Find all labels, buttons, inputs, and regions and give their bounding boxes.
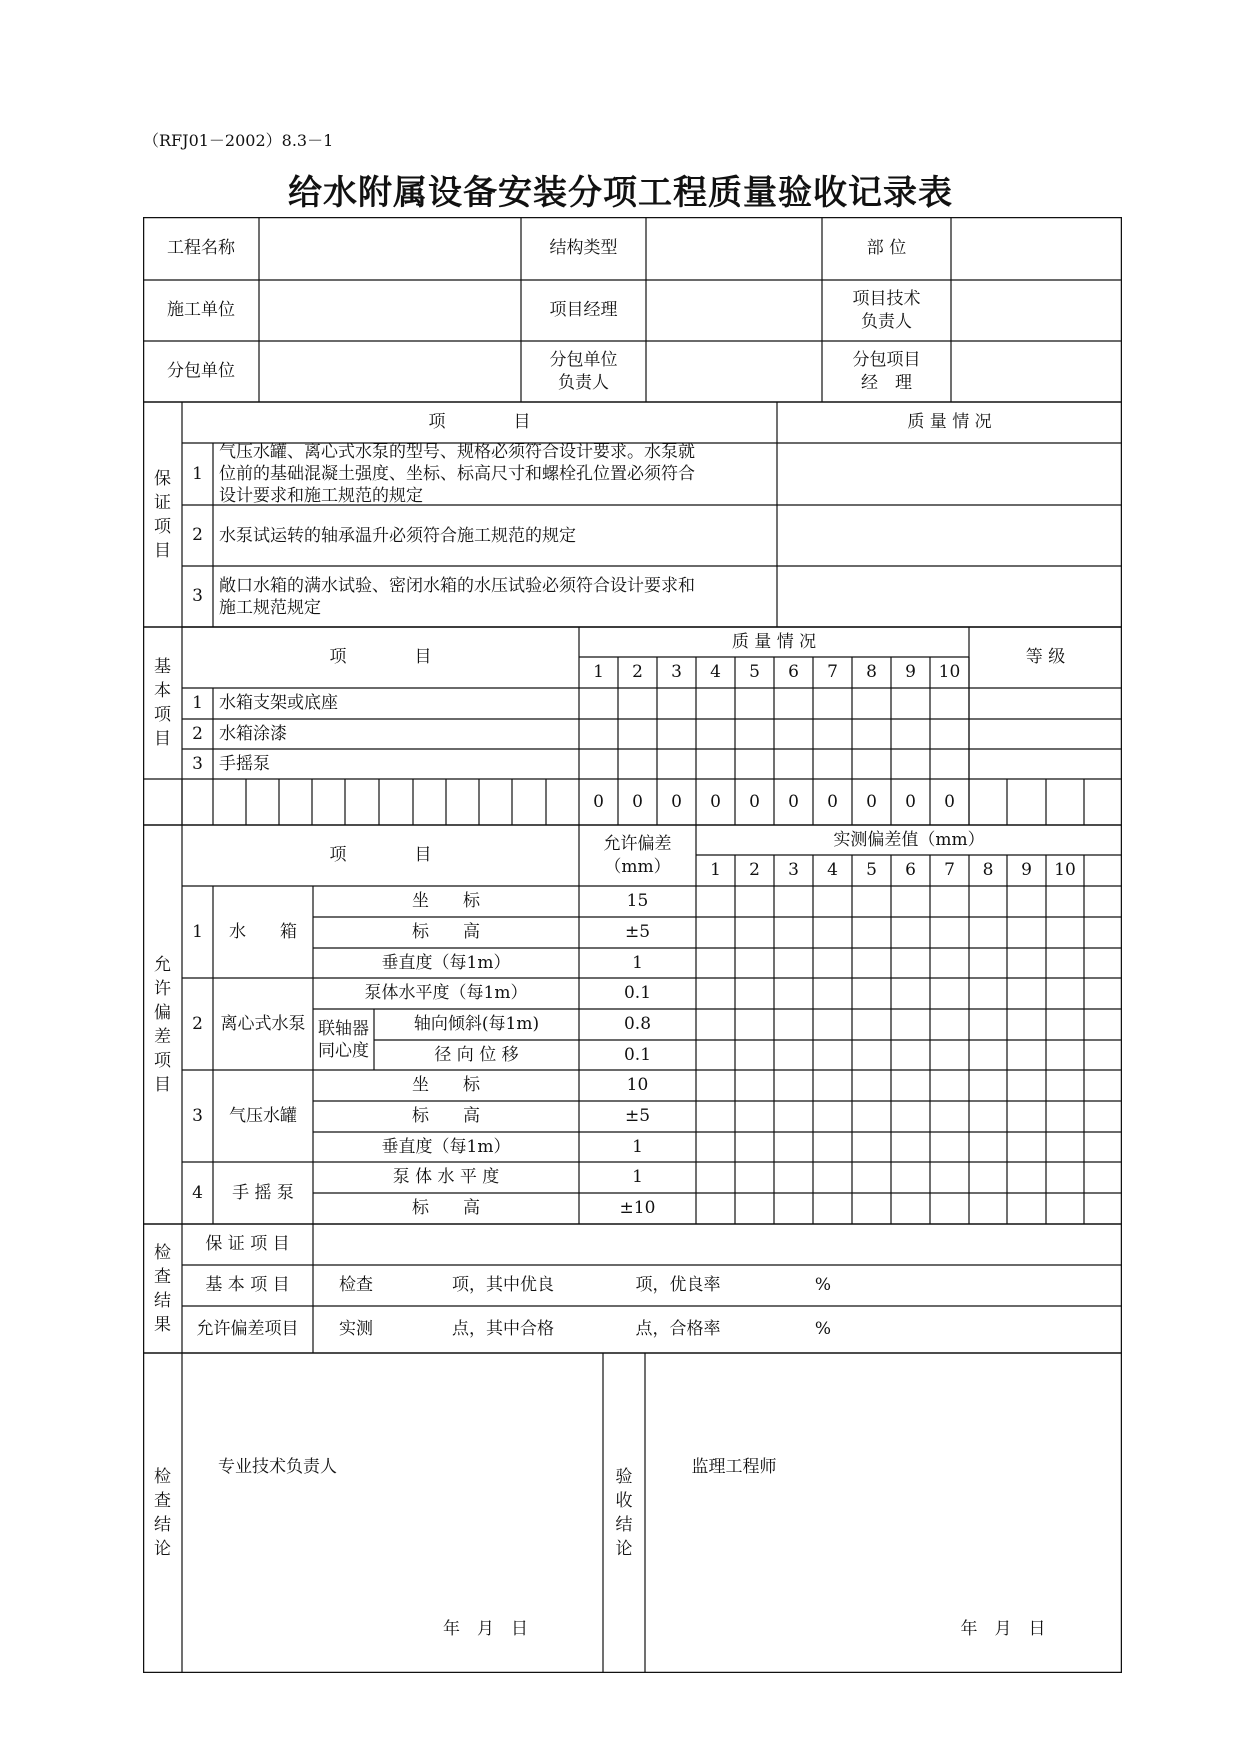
page-title: 给水附属设备安装分项工程质量验收记录表	[288, 173, 953, 213]
basic-item-no: 1	[192, 693, 203, 713]
tolerance-row-value: ±5	[624, 922, 651, 942]
col-tolerance-allow: 允许偏差 （mm）	[603, 833, 672, 877]
col-basic-quality: 质 量 情 况	[731, 631, 817, 652]
tolerance-group-name: 手 摇 泵	[232, 1182, 294, 1203]
guarantee-item-no: 1	[192, 463, 203, 484]
basic-col-number: 2	[632, 662, 643, 682]
check-date-label: 年 月 日	[443, 1619, 528, 1639]
check-signer-label: 专业技术负责人	[218, 1456, 337, 1477]
result-tolerance-percent: %	[814, 1319, 832, 1339]
basic-col-number: 10	[938, 662, 961, 682]
section-result: 检 查 结 果	[154, 1242, 171, 1335]
tolerance-col-number: 8	[982, 860, 994, 880]
basic-item-text: 水箱支架或底座	[219, 693, 338, 713]
col-tolerance-item: 项 目	[329, 845, 432, 865]
label-sub-manager: 分包项目 经 理	[852, 349, 921, 393]
tolerance-row-label: 标 高	[412, 1198, 480, 1218]
tolerance-row-label: 泵体水平度（每1m）	[364, 983, 528, 1003]
tolerance-col-number: 2	[749, 860, 760, 880]
tolerance-group-no: 4	[192, 1182, 203, 1203]
section-check-conclusion: 检 查 结 论	[154, 1467, 171, 1559]
tolerance-sub-label: 联轴器 同心度	[318, 1018, 369, 1061]
basic-col-number: 5	[749, 662, 760, 682]
label-project-name: 工程名称	[167, 238, 235, 258]
tolerance-group-name: 离心式水泵	[220, 1013, 306, 1034]
col-guarantee-quality: 质 量 情 况	[907, 412, 992, 432]
guarantee-item-no: 3	[192, 586, 203, 606]
basic-total-value: 0	[788, 791, 799, 812]
tolerance-row-label: 垂直度（每1m）	[381, 952, 511, 973]
tolerance-col-number: 10	[1054, 860, 1076, 880]
basic-col-number: 6	[788, 662, 799, 682]
section-tolerance: 允 许 偏 差 项 目	[154, 954, 171, 1095]
tolerance-group-no: 3	[192, 1105, 203, 1126]
tolerance-row-value: 0.8	[623, 1014, 652, 1034]
result-tolerance-label: 允许偏差项目	[196, 1319, 299, 1339]
guarantee-item-text: 敞口水箱的满水试验、密闭水箱的水压试验必须符合设计要求和 施工规范规定	[219, 575, 695, 618]
tolerance-col-number: 6	[905, 860, 916, 880]
tolerance-row-label: 坐 标	[412, 891, 480, 911]
result-tolerance-rate: 点，合格率	[635, 1319, 721, 1339]
col-basic-grade: 等 级	[1025, 647, 1066, 667]
col-guarantee-item: 项 目	[428, 412, 531, 432]
result-basic-label: 基 本 项 目	[205, 1275, 290, 1295]
tolerance-col-number: 1	[710, 860, 721, 880]
tolerance-col-number: 5	[866, 860, 877, 880]
tolerance-row-label: 标 高	[412, 1106, 480, 1126]
basic-total-value: 0	[827, 791, 838, 812]
label-structure-type: 结构类型	[549, 238, 618, 258]
result-tolerance-measured: 实测	[339, 1319, 373, 1339]
label-sub-lead: 分包单位 负责人	[549, 349, 618, 393]
accept-date-label: 年 月 日	[960, 1619, 1046, 1639]
tolerance-group-name: 气压水罐	[229, 1105, 297, 1126]
inspection-record-table	[143, 217, 1122, 1673]
section-accept-conclusion: 验 收 结 论	[615, 1467, 633, 1559]
result-guarantee-label: 保 证 项 目	[205, 1234, 290, 1254]
tolerance-row-value: 0.1	[623, 1044, 652, 1065]
tolerance-col-number: 3	[788, 860, 799, 880]
basic-total-value: 0	[671, 791, 682, 812]
tolerance-col-number: 4	[827, 860, 838, 880]
label-part: 部 位	[866, 238, 907, 258]
label-project-manager: 项目经理	[549, 300, 618, 320]
tolerance-row-label: 泵 体 水 平 度	[392, 1167, 500, 1187]
tolerance-row-label: 坐 标	[412, 1075, 480, 1095]
basic-item-text: 水箱涂漆	[219, 723, 287, 744]
guarantee-item-text: 水泵试运转的轴承温升必须符合施工规范的规定	[219, 525, 576, 546]
basic-col-number: 3	[671, 662, 682, 682]
basic-total-value: 0	[905, 791, 916, 812]
section-basic: 基 本 项 目	[154, 657, 171, 749]
section-guarantee: 保 证 项 目	[154, 468, 171, 561]
tolerance-group-name: 水 箱	[229, 921, 297, 942]
tolerance-group-no: 2	[192, 1013, 203, 1034]
basic-total-value: 0	[749, 791, 760, 812]
col-basic-item: 项 目	[329, 647, 432, 667]
tolerance-row-label: 径 向 位 移	[434, 1044, 519, 1065]
tolerance-row-value: ±10	[619, 1198, 656, 1218]
tolerance-row-label: 轴向倾斜(每1m)	[413, 1014, 540, 1034]
tolerance-row-value: ±5	[624, 1106, 651, 1126]
accept-signer-label: 监理工程师	[691, 1456, 777, 1477]
document-code: （RFJ01－2002）8.3－1	[143, 131, 334, 150]
tolerance-row-value: 1	[632, 952, 643, 973]
basic-total-value: 0	[944, 791, 955, 812]
result-basic-percent: %	[814, 1275, 832, 1295]
basic-col-number: 4	[710, 662, 721, 682]
basic-total-value: 0	[710, 791, 721, 812]
tolerance-row-label: 垂直度（每1m）	[381, 1136, 511, 1157]
basic-item-text: 手摇泵	[219, 753, 270, 774]
basic-col-number: 7	[827, 662, 838, 682]
tolerance-col-number: 7	[944, 860, 955, 880]
tolerance-row-value: 0.1	[623, 983, 652, 1003]
tolerance-row-value: 1	[632, 1167, 643, 1187]
result-basic-excellent: 项，其中优良	[452, 1275, 554, 1295]
basic-col-number: 8	[866, 662, 877, 682]
col-tolerance-measured: 实测偏差值（mm）	[833, 829, 985, 850]
result-basic-rate: 项，优良率	[635, 1275, 721, 1295]
tolerance-row-value: 1	[632, 1136, 643, 1157]
basic-col-number: 1	[593, 662, 604, 682]
basic-col-number: 9	[905, 662, 916, 682]
guarantee-item-no: 2	[192, 525, 203, 545]
basic-total-value: 0	[593, 791, 604, 812]
label-construction-unit: 施工单位	[167, 300, 235, 320]
guarantee-item-text: 气压水罐、离心式水泵的型号、规格必须符合设计要求。水泵就 位前的基础混凝土强度、坐标、标高尺寸和螺栓孔位置必须符合 设计要求和施工规范的规定	[219, 442, 695, 506]
basic-total-value: 0	[866, 791, 877, 812]
basic-total-value: 0	[632, 791, 643, 812]
tolerance-group-no: 1	[192, 921, 203, 942]
label-subcontractor: 分包单位	[167, 361, 235, 381]
result-basic-checked: 检查	[339, 1275, 373, 1295]
result-tolerance-qualified: 点，其中合格	[452, 1319, 554, 1339]
label-tech-lead: 项目技术 负责人	[852, 288, 921, 332]
tolerance-row-label: 标 高	[412, 922, 480, 942]
tolerance-row-value: 15	[626, 891, 649, 911]
basic-item-no: 2	[192, 723, 203, 744]
tolerance-row-value: 10	[626, 1075, 649, 1095]
basic-item-no: 3	[192, 753, 203, 774]
tolerance-col-number: 9	[1021, 860, 1032, 880]
